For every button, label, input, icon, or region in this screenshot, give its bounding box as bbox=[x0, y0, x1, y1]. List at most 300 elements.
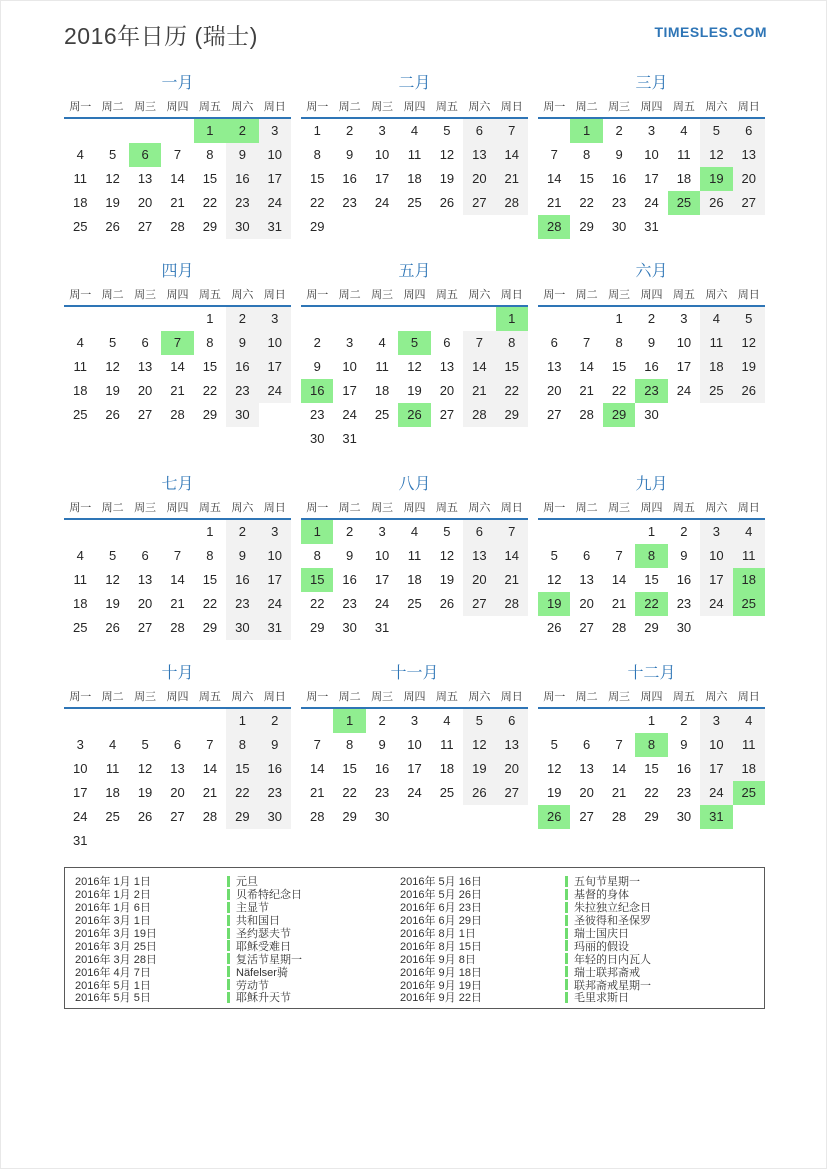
day-cell: 1 bbox=[301, 520, 333, 544]
day-cell: 9 bbox=[680, 548, 688, 563]
weekday-label: 周五 bbox=[672, 289, 695, 301]
day-cell: 29 bbox=[579, 219, 594, 234]
empty-day-cell bbox=[463, 307, 495, 331]
month-title: 五月 bbox=[398, 263, 431, 280]
day-cell: 20 bbox=[170, 785, 185, 800]
legend-holiday-name: 基督的身体 bbox=[574, 889, 629, 902]
day-cell: 17 bbox=[644, 171, 659, 186]
day-cell: 9 bbox=[226, 331, 258, 355]
day-cell: 25 bbox=[407, 195, 422, 210]
weekday-label: 周四 bbox=[166, 502, 189, 514]
legend-color-bar bbox=[565, 902, 568, 913]
day-cell: 11 bbox=[733, 544, 765, 568]
day-cell: 15 bbox=[202, 572, 218, 587]
empty-day-cell bbox=[64, 709, 96, 733]
day-cell: 6 bbox=[583, 548, 591, 563]
day-cell: 28 bbox=[538, 215, 570, 239]
legend-date: 2016年 3月 19日 bbox=[75, 928, 157, 941]
weekday-label: 周日 bbox=[263, 691, 286, 703]
month-days-grid bbox=[64, 119, 291, 239]
day-cell: 17 bbox=[259, 167, 291, 191]
day-cell: 1 bbox=[313, 123, 321, 138]
day-cell: 23 bbox=[259, 781, 291, 805]
day-cell: 4 bbox=[109, 737, 117, 752]
month-days-grid bbox=[64, 307, 291, 427]
legend-color-bar bbox=[227, 953, 230, 964]
day-cell: 22 bbox=[635, 592, 667, 616]
day-cell: 15 bbox=[644, 761, 659, 776]
day-cell: 29 bbox=[226, 805, 258, 829]
day-cell: 20 bbox=[496, 757, 528, 781]
day-cell: 11 bbox=[105, 761, 120, 776]
month-title: 四月 bbox=[161, 263, 194, 280]
legend-date: 2016年 9月 22日 bbox=[400, 992, 482, 1005]
day-cell: 31 bbox=[259, 215, 291, 239]
legend-date: 2016年 5月 26日 bbox=[400, 889, 482, 902]
day-cell: 3 bbox=[378, 524, 386, 539]
day-cell: 20 bbox=[733, 167, 765, 191]
day-cell: 14 bbox=[579, 359, 594, 374]
day-cell: 30 bbox=[676, 809, 692, 824]
legend-holiday-name: 共和国日 bbox=[236, 915, 280, 928]
day-cell: 5 bbox=[443, 123, 451, 138]
day-cell: 13 bbox=[137, 171, 153, 186]
weekday-label: 周五 bbox=[198, 502, 221, 514]
weekday-label: 周四 bbox=[640, 289, 663, 301]
day-cell: 12 bbox=[105, 572, 120, 587]
day-cell: 17 bbox=[676, 359, 692, 374]
day-cell: 16 bbox=[342, 572, 357, 587]
day-cell: 24 bbox=[374, 195, 390, 210]
day-cell: 10 bbox=[259, 544, 291, 568]
weekday-label: 周四 bbox=[403, 691, 426, 703]
day-cell: 18 bbox=[72, 383, 88, 398]
day-cell: 19 bbox=[439, 572, 455, 587]
day-cell: 24 bbox=[342, 407, 357, 422]
month-days-grid bbox=[538, 307, 765, 427]
weekday-label: 周六 bbox=[705, 691, 728, 703]
day-cell: 20 bbox=[463, 568, 495, 592]
day-cell: 15 bbox=[202, 171, 218, 186]
day-cell: 14 bbox=[202, 761, 218, 776]
legend-column-2 bbox=[400, 875, 754, 1004]
weekday-header-row bbox=[64, 287, 291, 303]
day-cell: 4 bbox=[378, 335, 386, 350]
weekday-label: 周六 bbox=[468, 289, 491, 301]
day-cell: 29 bbox=[202, 407, 218, 422]
legend-date: 2016年 1月 1日 bbox=[75, 876, 151, 889]
day-cell: 26 bbox=[398, 403, 430, 427]
day-cell: 31 bbox=[259, 616, 291, 640]
day-cell: 13 bbox=[496, 733, 528, 757]
day-cell: 21 bbox=[170, 195, 185, 210]
day-cell: 25 bbox=[105, 809, 120, 824]
day-cell: 5 bbox=[463, 709, 495, 733]
day-cell: 18 bbox=[439, 761, 455, 776]
day-cell: 26 bbox=[538, 805, 570, 829]
weekday-header-row bbox=[64, 689, 291, 705]
day-cell: 29 bbox=[496, 403, 528, 427]
day-cell: 16 bbox=[611, 171, 627, 186]
legend-date: 2016年 8月 1日 bbox=[400, 928, 476, 941]
day-cell: 14 bbox=[463, 355, 495, 379]
month-title: 一月 bbox=[161, 75, 194, 92]
weekday-label: 周六 bbox=[231, 502, 254, 514]
day-cell: 19 bbox=[538, 592, 570, 616]
day-cell: 4 bbox=[76, 147, 84, 162]
day-cell: 25 bbox=[72, 219, 88, 234]
legend-holiday-name: 年轻的日内瓦人 bbox=[574, 953, 651, 966]
legend-holiday-name: 朱拉独立纪念日 bbox=[574, 902, 651, 915]
weekday-label: 周四 bbox=[640, 101, 663, 113]
day-cell: 12 bbox=[733, 331, 765, 355]
empty-day-cell bbox=[603, 520, 635, 544]
day-cell: 1 bbox=[496, 307, 528, 331]
weekday-header-row bbox=[538, 99, 765, 115]
day-cell: 12 bbox=[700, 143, 732, 167]
day-cell: 5 bbox=[550, 548, 558, 563]
legend-entry bbox=[400, 991, 754, 1004]
weekday-label: 周二 bbox=[575, 502, 598, 514]
day-cell: 5 bbox=[398, 331, 430, 355]
day-cell: 23 bbox=[226, 191, 258, 215]
day-cell: 4 bbox=[76, 335, 84, 350]
month-title: 六月 bbox=[635, 263, 668, 280]
day-cell: 2 bbox=[378, 713, 386, 728]
day-cell: 8 bbox=[206, 335, 214, 350]
day-cell: 27 bbox=[439, 407, 455, 422]
day-cell: 17 bbox=[259, 355, 291, 379]
day-cell: 26 bbox=[546, 620, 562, 635]
day-cell: 8 bbox=[313, 147, 321, 162]
day-cell: 29 bbox=[644, 809, 659, 824]
day-cell: 24 bbox=[259, 191, 291, 215]
day-cell: 7 bbox=[313, 737, 321, 752]
day-cell: 21 bbox=[202, 785, 218, 800]
day-cell: 18 bbox=[407, 572, 422, 587]
day-cell: 3 bbox=[259, 119, 291, 143]
legend-color-bar bbox=[565, 915, 568, 926]
day-cell: 30 bbox=[226, 616, 258, 640]
day-cell: 27 bbox=[579, 620, 594, 635]
month-days-grid bbox=[538, 520, 765, 640]
day-cell: 15 bbox=[611, 359, 627, 374]
day-cell: 12 bbox=[137, 761, 153, 776]
month-block bbox=[301, 664, 528, 853]
day-cell: 6 bbox=[733, 119, 765, 143]
day-cell: 8 bbox=[206, 548, 214, 563]
weekday-label: 周四 bbox=[403, 289, 426, 301]
empty-day-cell bbox=[538, 119, 570, 143]
legend-date: 2016年 9月 8日 bbox=[400, 953, 476, 966]
day-cell: 19 bbox=[105, 195, 120, 210]
day-cell: 17 bbox=[700, 757, 732, 781]
day-cell: 19 bbox=[439, 171, 455, 186]
day-cell: 4 bbox=[443, 713, 451, 728]
empty-day-cell bbox=[431, 307, 463, 331]
empty-day-cell bbox=[64, 307, 96, 331]
site-logo-link[interactable]: TIMESLES.COM bbox=[654, 24, 767, 40]
weekday-label: 周日 bbox=[263, 289, 286, 301]
weekday-label: 周五 bbox=[198, 289, 221, 301]
day-cell: 4 bbox=[680, 123, 688, 138]
day-cell: 17 bbox=[259, 568, 291, 592]
day-cell: 27 bbox=[137, 407, 153, 422]
day-cell: 8 bbox=[226, 733, 258, 757]
day-cell: 22 bbox=[342, 785, 357, 800]
month-block bbox=[301, 475, 528, 664]
weekday-label: 周五 bbox=[435, 502, 458, 514]
day-cell: 22 bbox=[579, 195, 594, 210]
day-cell: 30 bbox=[611, 219, 627, 234]
day-cell: 25 bbox=[72, 620, 88, 635]
legend-date: 2016年 1月 6日 bbox=[75, 902, 151, 915]
weekday-label: 周三 bbox=[134, 101, 157, 113]
day-cell: 21 bbox=[463, 379, 495, 403]
day-cell: 5 bbox=[443, 524, 451, 539]
day-cell: 19 bbox=[546, 785, 562, 800]
weekday-label: 周三 bbox=[371, 502, 394, 514]
day-cell: 2 bbox=[346, 524, 354, 539]
legend-color-bar bbox=[227, 966, 230, 977]
day-cell: 7 bbox=[496, 119, 528, 143]
day-cell: 12 bbox=[407, 359, 422, 374]
weekday-label: 周四 bbox=[640, 502, 663, 514]
legend-color-bar bbox=[565, 889, 568, 900]
day-cell: 3 bbox=[680, 311, 688, 326]
day-cell: 1 bbox=[647, 713, 656, 728]
weekday-label: 周二 bbox=[338, 101, 361, 113]
day-cell: 2 bbox=[226, 520, 258, 544]
weekday-label: 周五 bbox=[435, 691, 458, 703]
day-cell: 23 bbox=[676, 785, 692, 800]
empty-day-cell bbox=[64, 520, 96, 544]
legend-date: 2016年 1月 2日 bbox=[75, 889, 151, 902]
legend-holiday-name: 瑞士联邦斋戒 bbox=[574, 966, 640, 979]
legend-color-bar bbox=[227, 979, 230, 990]
day-cell: 15 bbox=[496, 355, 528, 379]
day-cell: 20 bbox=[137, 383, 153, 398]
day-cell: 28 bbox=[496, 592, 528, 616]
legend-holiday-name: 复活节星期一 bbox=[236, 953, 302, 966]
day-cell: 12 bbox=[546, 761, 562, 776]
day-cell: 21 bbox=[170, 383, 185, 398]
day-cell: 20 bbox=[579, 596, 594, 611]
day-cell: 17 bbox=[374, 572, 390, 587]
legend-date: 2016年 5月 16日 bbox=[400, 876, 482, 889]
day-cell: 30 bbox=[226, 403, 258, 427]
day-cell: 12 bbox=[105, 171, 120, 186]
month-days-grid bbox=[301, 119, 528, 239]
empty-day-cell bbox=[603, 709, 635, 733]
legend-holiday-name: 圣彼得和圣保罗 bbox=[574, 915, 651, 928]
day-cell: 28 bbox=[202, 809, 218, 824]
weekday-label: 周日 bbox=[737, 502, 760, 514]
weekday-label: 周一 bbox=[543, 101, 566, 113]
day-cell: 29 bbox=[309, 219, 325, 234]
day-cell: 25 bbox=[374, 407, 390, 422]
day-cell: 26 bbox=[463, 781, 495, 805]
weekday-label: 周三 bbox=[608, 101, 631, 113]
day-cell: 13 bbox=[463, 544, 495, 568]
day-cell: 10 bbox=[407, 737, 422, 752]
legend-color-bar bbox=[227, 940, 230, 951]
month-title: 八月 bbox=[398, 476, 431, 493]
day-cell: 9 bbox=[226, 143, 258, 167]
month-days-grid bbox=[538, 119, 765, 239]
weekday-label: 周四 bbox=[166, 101, 189, 113]
day-cell: 14 bbox=[546, 171, 562, 186]
weekday-label: 周五 bbox=[435, 101, 458, 113]
legend-column-1 bbox=[75, 875, 400, 1004]
day-cell: 17 bbox=[407, 761, 422, 776]
day-cell: 16 bbox=[226, 568, 258, 592]
legend-holiday-name: Näfelser骑 bbox=[236, 966, 288, 979]
legend-date: 2016年 6月 23日 bbox=[400, 902, 482, 915]
legend-color-bar bbox=[227, 902, 230, 913]
legend-color-bar bbox=[565, 966, 568, 977]
empty-day-cell bbox=[129, 520, 161, 544]
day-cell: 25 bbox=[72, 407, 88, 422]
month-block bbox=[64, 74, 291, 262]
day-cell: 4 bbox=[733, 709, 765, 733]
day-cell: 2 bbox=[346, 123, 354, 138]
day-cell: 23 bbox=[676, 596, 692, 611]
month-days-grid bbox=[538, 709, 765, 829]
day-cell: 20 bbox=[579, 785, 594, 800]
legend-color-bar bbox=[565, 876, 568, 887]
day-cell: 5 bbox=[733, 307, 765, 331]
day-cell: 27 bbox=[137, 620, 153, 635]
empty-day-cell bbox=[129, 709, 161, 733]
day-cell: 19 bbox=[105, 596, 120, 611]
weekday-label: 周三 bbox=[371, 289, 394, 301]
day-cell: 17 bbox=[72, 785, 88, 800]
day-cell: 24 bbox=[374, 596, 390, 611]
weekday-label: 周四 bbox=[403, 502, 426, 514]
day-cell: 8 bbox=[346, 737, 354, 752]
day-cell: 16 bbox=[259, 757, 291, 781]
day-cell: 24 bbox=[259, 379, 291, 403]
day-cell: 7 bbox=[583, 335, 591, 350]
legend-date: 2016年 5月 1日 bbox=[75, 979, 151, 992]
day-cell: 10 bbox=[374, 147, 390, 162]
weekday-label: 周日 bbox=[500, 289, 523, 301]
day-cell: 6 bbox=[173, 737, 182, 752]
day-cell: 21 bbox=[611, 785, 627, 800]
day-cell: 21 bbox=[611, 596, 627, 611]
day-cell: 28 bbox=[611, 620, 627, 635]
day-cell: 21 bbox=[496, 167, 528, 191]
day-cell: 10 bbox=[644, 147, 659, 162]
month-days-grid bbox=[301, 520, 528, 640]
legend-date: 2016年 5月 5日 bbox=[75, 992, 151, 1005]
day-cell: 5 bbox=[700, 119, 732, 143]
day-cell: 31 bbox=[72, 833, 88, 848]
empty-day-cell bbox=[129, 307, 161, 331]
day-cell: 9 bbox=[378, 737, 386, 752]
day-cell: 15 bbox=[202, 359, 218, 374]
weekday-header-row bbox=[538, 287, 765, 303]
day-cell: 7 bbox=[550, 147, 558, 162]
legend-holiday-name: 瑞士国庆日 bbox=[574, 928, 629, 941]
legend-holiday-name: 圣约瑟夫节 bbox=[236, 928, 291, 941]
weekday-label: 周日 bbox=[500, 101, 523, 113]
weekday-label: 周六 bbox=[705, 502, 728, 514]
day-cell: 23 bbox=[611, 195, 627, 210]
weekday-header-row bbox=[538, 500, 765, 516]
day-cell: 13 bbox=[137, 572, 153, 587]
weekday-header-row bbox=[301, 99, 528, 115]
weekday-label: 周三 bbox=[608, 289, 631, 301]
day-cell: 3 bbox=[76, 737, 84, 752]
empty-day-cell bbox=[301, 709, 333, 733]
day-cell: 11 bbox=[407, 147, 422, 162]
weekday-label: 周一 bbox=[543, 691, 566, 703]
weekday-label: 周二 bbox=[575, 101, 598, 113]
legend-date: 2016年 9月 19日 bbox=[400, 979, 482, 992]
day-cell: 27 bbox=[463, 592, 495, 616]
day-cell: 9 bbox=[680, 737, 688, 752]
weekday-label: 周一 bbox=[69, 289, 92, 301]
day-cell: 26 bbox=[439, 596, 455, 611]
month-block bbox=[64, 664, 291, 853]
weekday-label: 周日 bbox=[263, 502, 286, 514]
day-cell: 8 bbox=[313, 548, 321, 563]
day-cell: 11 bbox=[73, 359, 87, 374]
day-cell: 19 bbox=[700, 167, 732, 191]
empty-day-cell bbox=[538, 520, 570, 544]
weekday-header-row bbox=[301, 500, 528, 516]
day-cell: 6 bbox=[141, 335, 149, 350]
day-cell: 16 bbox=[301, 379, 333, 403]
day-cell: 16 bbox=[342, 171, 357, 186]
day-cell: 20 bbox=[137, 596, 153, 611]
legend-date: 2016年 3月 28日 bbox=[75, 953, 157, 966]
day-cell: 16 bbox=[226, 355, 258, 379]
day-cell: 11 bbox=[440, 737, 454, 752]
weekday-label: 周三 bbox=[608, 691, 631, 703]
day-cell: 25 bbox=[733, 781, 765, 805]
day-cell: 9 bbox=[346, 548, 354, 563]
legend-color-bar bbox=[565, 979, 568, 990]
day-cell: 29 bbox=[309, 620, 325, 635]
day-cell: 28 bbox=[170, 219, 185, 234]
day-cell: 27 bbox=[496, 781, 528, 805]
day-cell: 1 bbox=[647, 524, 656, 539]
day-cell: 6 bbox=[463, 520, 495, 544]
day-cell: 1 bbox=[206, 524, 214, 539]
day-cell: 24 bbox=[72, 809, 88, 824]
day-cell: 6 bbox=[463, 119, 495, 143]
day-cell: 27 bbox=[579, 809, 594, 824]
weekday-label: 周三 bbox=[371, 691, 394, 703]
weekday-header-row bbox=[64, 99, 291, 115]
empty-day-cell bbox=[96, 307, 128, 331]
page-title: 2016年日历 (瑞士) bbox=[64, 23, 258, 49]
month-title: 九月 bbox=[635, 476, 668, 493]
weekday-label: 周六 bbox=[705, 289, 728, 301]
legend-color-bar bbox=[565, 940, 568, 951]
day-cell: 14 bbox=[496, 143, 528, 167]
day-cell: 1 bbox=[194, 119, 226, 143]
day-cell: 12 bbox=[546, 572, 562, 587]
day-cell: 3 bbox=[700, 709, 732, 733]
weekday-label: 周一 bbox=[306, 502, 329, 514]
day-cell: 12 bbox=[105, 359, 120, 374]
day-cell: 2 bbox=[680, 524, 688, 539]
day-cell: 19 bbox=[733, 355, 765, 379]
